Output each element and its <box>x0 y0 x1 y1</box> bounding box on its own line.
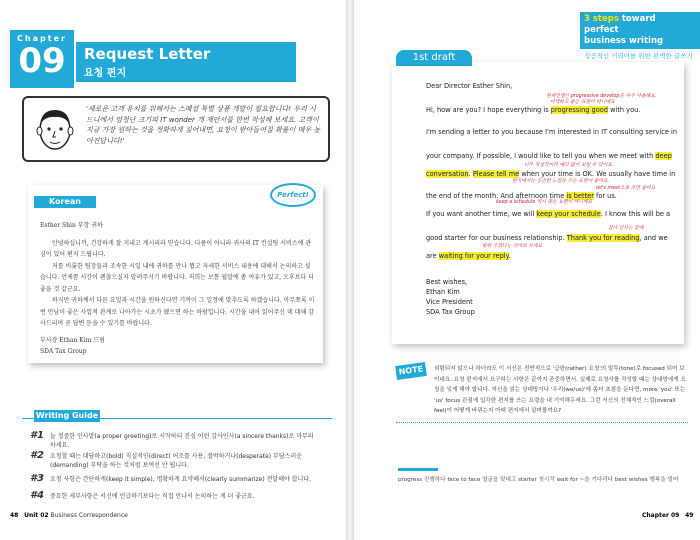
chapter-badge <box>10 30 74 88</box>
series-title-accent: 3 steps <box>584 14 619 24</box>
letter-line <box>426 192 617 200</box>
korean-salutation: Esther Shin 부장 귀하 <box>40 222 103 229</box>
guide-item <box>22 430 322 449</box>
signer-title: Vice President <box>426 298 473 306</box>
man-face-icon <box>30 104 80 154</box>
highlighted-phrase: keep your schedule <box>536 210 601 218</box>
left-page <box>0 0 346 540</box>
vocab-accent-bar <box>398 468 438 471</box>
book-gutter <box>346 0 354 540</box>
letter-closing: Best wishes, <box>426 278 468 286</box>
letter-line <box>426 252 511 260</box>
annotation: 현재진행은 progressive develop을 자주 사용해요. <box>546 94 657 99</box>
letter-line <box>426 234 668 242</box>
highlighted-phrase: waiting for your reply <box>438 252 509 260</box>
annotation: let's meet으로 쓰면 좋아요 <box>596 186 656 191</box>
writing-guide-tab: Writing Guide <box>35 411 99 420</box>
annotation: 감사 인사는 끝에 <box>608 226 644 231</box>
highlighted-phrase: progressing good <box>550 106 608 114</box>
vocabulary-list: progress 진행하다 face to face 얼굴을 맞대고 starter 첫시작 wait for ~을 기다리다 best wishes 행복을 빌어 <box>398 477 679 483</box>
korean-paragraph: 하지만 귀하께서 다른 요일과 시간을 원하신다면 기꺼이 그 일정에 맞추도록 하겠습니다. 아무쪼록 이번 만남이 좋은 사업적 관계로 나아가는 시초가 됐으면 하는 바람입니다. 시간을 내어 읽어주신 데 대해 감사드리며 곧 답변 듣을 수 있기를 바랍니다. <box>40 297 315 327</box>
first-draft-tab: 1st draft <box>396 50 472 66</box>
intro-quote: '새로운 고객 유치를 위해서는 스페셜 특별 상품 개발이 필요합니다! 우리 시드니에서 엄청난 크기의 IT wonder 개 제안서를 한번 작성해 보세요. 고객이 지금 가장 원하는 것을 정확하게 짚어내면, 요청이 받아들여질 확률이 매우 높아진답니다!' <box>86 105 321 145</box>
letter-text: . <box>468 170 473 178</box>
letter-text: Hi, how are you? I hope everything is <box>426 106 551 114</box>
unit-label: Unit 02 <box>24 512 49 519</box>
korean-letter-body <box>40 220 315 358</box>
letter-text: If you want another time, we will <box>426 210 537 218</box>
signer-name: Ethan Kim <box>426 288 460 296</box>
unit-title: Business Correspondence <box>50 512 128 519</box>
page-number: 49 <box>685 512 694 519</box>
chapter-title-bar <box>74 42 296 82</box>
annotation: 너무 직설적이라 예의 없어 보일 수 있어요. <box>524 163 614 168</box>
guide-item <box>22 490 322 506</box>
guide-item <box>22 473 322 489</box>
letter-text: with you. <box>608 106 641 114</box>
letter-text: . <box>508 252 511 260</box>
letter-greeting: Dear Director Esther Shin, <box>426 82 513 90</box>
guide-number: #1 <box>30 430 44 441</box>
chapter-title: Request Letter <box>84 45 211 63</box>
korean-company: SDA Tax Group <box>40 348 87 355</box>
guide-text: 요청할 때는 대담하고(bold) 직설적인(direct) 어조를 사용, 절박하거나(desperate) 부담스러운(demanding) 부탁을 하는 것처럼 보여선 안 됩니다. <box>50 453 303 469</box>
letter-text: , and we <box>639 234 668 242</box>
highlighted-phrase: conversation <box>426 170 469 178</box>
chapter-footer: Chapter 09 <box>642 512 680 519</box>
chapter-label: Chapter <box>17 34 67 43</box>
draft-letter-card <box>392 62 684 344</box>
intro-quote-box <box>22 96 330 162</box>
note-tag: NOTE <box>395 362 427 380</box>
chapter-number: 09 <box>18 41 66 81</box>
note-text: 외람되지 않으나 하더라도 이 서신은 전반적으로 '급한(rather) 요청'의 말투(tone)로 focused 되어 보이네요. 요청 편지에서 요구하는 사항은 끝까지 존중하면서, 실제로 요청사를 작성할 때는 상대방에게 요청을 잊게 해야 합니다. 저신을 읽는 상대방이나 '우리(we/us)'에 좀더 초점을 둔다면, more 'you' 또는 'us' focus 관점에 입각한 편지를 쓰는 요령을 내 기억해두세요. 그런 서신의 전체적인 느낌(overall feel)이 어떻게 바뀌는지 아래 편지에서 살펴볼까요? <box>434 366 686 414</box>
letter-text: good starter for our business relationship. <box>426 234 567 242</box>
letter-line: I'm sending a letter to you because I'm interested in IT consulting service in <box>426 128 678 136</box>
annotation: 편지에서는 공손한 느낌을 주는 표현이 좋아요. <box>512 179 610 184</box>
right-footer <box>642 512 693 519</box>
highlighted-phrase: is better <box>566 192 594 200</box>
page-number: 48 <box>10 512 19 519</box>
signer-company: SDA Tax Group <box>426 308 475 316</box>
guide-number: #3 <box>30 473 44 484</box>
korean-version-tab: Korean version <box>34 196 96 208</box>
annotation: keep a schedule 역시 맞는 표현이 아니에요 <box>496 200 593 205</box>
guide-text: 늘 정중한 인사말(a proper greeting)로 시작하되 진심 어린 감사인사(a sincere thanks)로 마무리 하세요. <box>50 433 314 449</box>
korean-signoff: 부사장 Ethan Kim 드림 <box>40 336 105 344</box>
highlighted-phrase: Please tell me <box>472 170 520 178</box>
series-title-rest: toward perfect <box>584 14 656 35</box>
highlighted-phrase: deep <box>655 152 672 160</box>
letter-text: the end of the month. And afternoon time <box>426 192 567 200</box>
annotation: 맞춰 주겠다는 의미로 쓰세요 <box>482 244 543 249</box>
right-page <box>354 0 700 540</box>
letter-text: when your time is OK. We usually have time in <box>519 170 676 178</box>
guide-item <box>22 450 322 470</box>
left-footer <box>10 512 128 519</box>
letter-line <box>426 106 640 114</box>
guide-text: 중요한 세부사항은 서신에 언급하기보다는 직접 만나서 논의하는 게 더 좋군요. <box>50 493 255 500</box>
perfect-bubble: Perfect! <box>270 183 316 207</box>
korean-paragraph: 저를 비롯한 팀장들과 조속한 시일 내에 귀하를 만나 뵙고 자세한 서비스 내용에 대해서 논의하고 싶습니다. 언제쯤 시간이 괜찮으실지 알려주시기 바랍니다. 저희는 보통 월말에 좀 여유가 있고, 오후보다 더 좋을 것 같군요. <box>40 262 314 293</box>
guide-text: 요청 사항은 간단하게(keep it simple), 명확하게 요약해서(clearly summarize) 전달해야 합니다. <box>50 476 312 483</box>
series-subtitle: 성공적인 커리어를 위한 완벽한 글쓰기 <box>584 52 693 60</box>
chapter-subtitle: 요청 편지 <box>84 68 127 79</box>
letter-text: for us. <box>593 192 617 200</box>
guide-number: #4 <box>30 490 44 501</box>
letter-line <box>426 152 672 160</box>
annotation: 어색하고 좋은 표현이 아니에요 <box>550 100 615 105</box>
series-title <box>580 12 700 49</box>
korean-paragraph: 안녕하십니까, 건강하게 잘 지내고 계시리라 믿습니다. 다름이 아니라 귀사의 IT 컨설팅 서비스에 관심이 있어 편지 드립니다. <box>40 239 312 258</box>
letter-line <box>426 210 670 218</box>
series-label <box>580 12 700 60</box>
highlighted-phrase: Thank you for reading <box>566 234 640 242</box>
letter-line <box>426 170 675 178</box>
letter-text: your company. If possible, I would like to tell you when we meet with <box>426 152 656 160</box>
letter-text: are <box>426 252 439 260</box>
note-divider <box>396 422 688 423</box>
letter-text: . I know this will be a <box>600 210 671 218</box>
series-title-line2: business writing <box>584 36 664 46</box>
guide-number: #2 <box>30 450 44 461</box>
